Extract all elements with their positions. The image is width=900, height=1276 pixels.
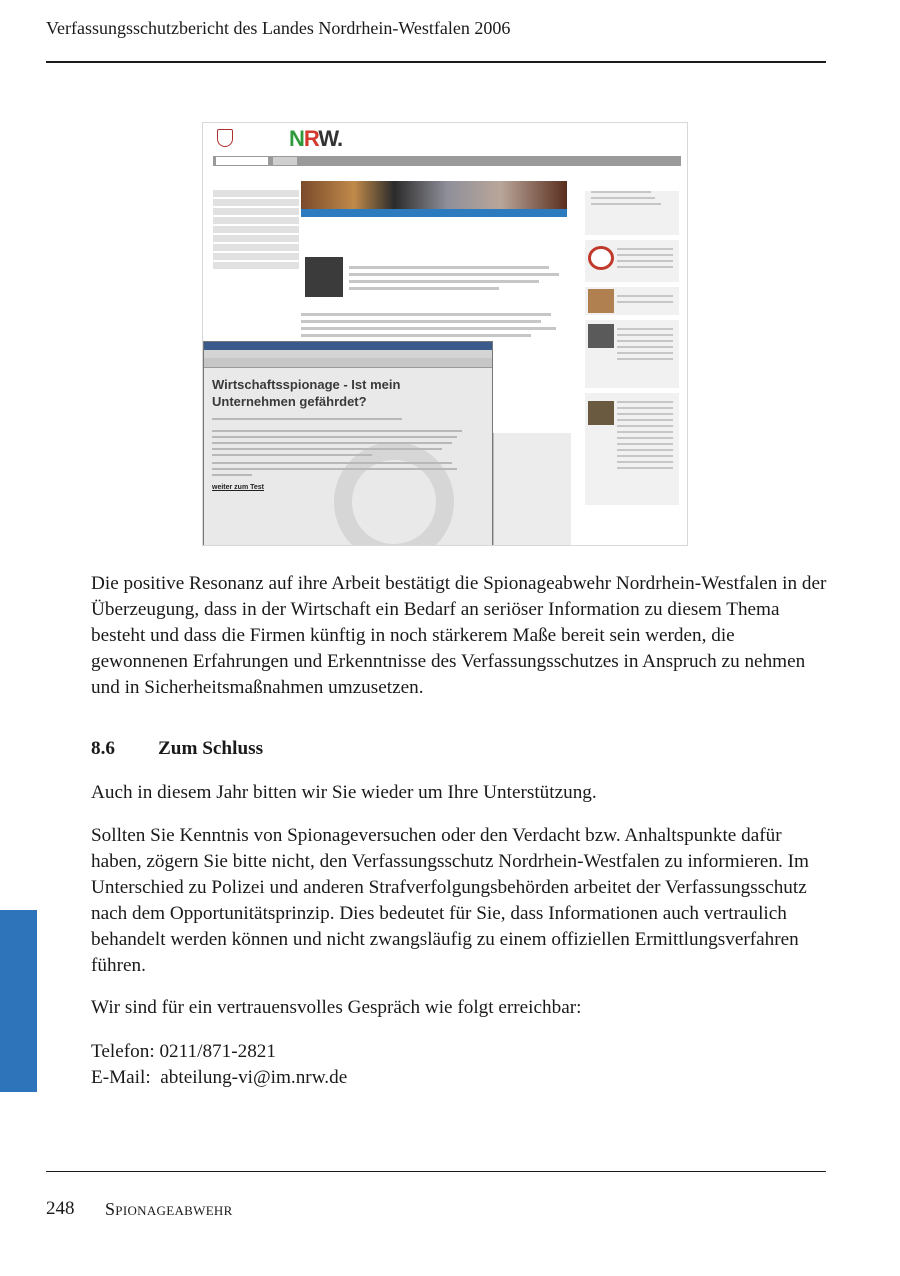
nav-item [213,181,299,188]
website-screenshot-figure [202,122,688,546]
paragraph-resonance: Die positive Resonanz auf ihre Arbeit bestätigt die Spionageabwehr Nordrhein-Westfalen in der Überzeugung, dass in der Wirtschaft ein Bedarf an seriöser Information zu diesem Thema besteht und dass die Firmen künftig in noch stärkerem Maße bereit sein werden, die gewonnenen Erfahrungen und Erkenntnisse des Verfassungsschutzes in Anspruch zu nehmen und in Sicherheitsmaßnahmen umzusetzen. [91,573,827,698]
nav-item [213,208,299,215]
sidebar-box [585,240,679,282]
page-number: 248 [46,1198,75,1219]
section-number: 8.6 [91,738,115,759]
sidebar-box [585,393,679,505]
photo-icon [588,401,614,425]
nav-item [213,253,299,260]
site-search-input [216,157,268,165]
section-title: Zum Schluss [158,738,264,759]
handshake-icon [588,289,614,313]
paragraph-support: Auch in diesem Jahr bitten wir Sie wieder um Ihre Unterstützung. [91,782,597,803]
article-teaser-lines [349,266,563,294]
check-icon [588,246,614,270]
site-nav-bar [213,156,681,166]
nav-item [213,199,299,206]
popup-titlebar [204,342,492,350]
chapter-side-tab [0,910,37,1092]
sidebar-box [585,320,679,388]
sidebar-box [585,287,679,315]
nrw-logo: NRW. [289,126,343,151]
article-photo [305,257,343,297]
popup-menubar [204,350,492,358]
paragraph-contact-request: Sollten Sie Kenntnis von Spionageversuchen oder den Verdacht bzw. Anhaltspunkte dafür haben, zögern Sie bitte nicht, den Verfassungsschutz Nordrhein-Westfalen zu informieren. Im Unterschied zu Polizei und anderen Strafverfolgungsbehörden arbeitet der Verfassungsschutz nach dem Opportunitätsprinzip. Dies bedeutet für Sie, dass Informationen auch vertraulich behandelt werden können und nicht zwangsläufig zu einem offiziellen Ermittlungsverfahren führen. [91,825,809,976]
nav-item [213,226,299,233]
section-heading [91,736,263,762]
header-rule [46,61,826,63]
site-banner-bar [301,209,567,217]
state-crest-icon [217,129,233,147]
site-header [203,123,688,155]
popup-toolbar [204,358,492,368]
popup-test-link: weiter zum Test [212,484,264,491]
running-header: Verfassungsschutzbericht des Landes Nordrhein-Westfalen 2006 [46,18,511,38]
paragraph-reachable: Wir sind für ein vertrauensvolles Gespräch wie folgt erreichbar: [91,997,582,1018]
site-right-column [585,181,679,510]
nav-item [213,217,299,224]
test-popup-window [203,341,493,546]
site-left-navigation [213,181,299,271]
nav-item [213,235,299,242]
popup-title: Wirtschaftsspionage - Ist mein Unternehmen gefährdet? [212,377,401,409]
nav-item [213,190,299,197]
phone-line: Telefon: 0211/871-2821 [91,1041,276,1062]
article-body-lines [301,313,563,341]
sidebar-box [585,191,679,235]
email-line: E-Mail: abteilung-vi@im.nrw.de [91,1067,348,1088]
nav-item [213,244,299,251]
site-search-button [273,157,297,165]
gray-panel [493,433,571,546]
footer-rule [46,1171,826,1172]
nav-item [213,262,299,269]
footer-section-name: Spionageabwehr [105,1199,233,1219]
newsletter-image-icon [588,324,614,348]
